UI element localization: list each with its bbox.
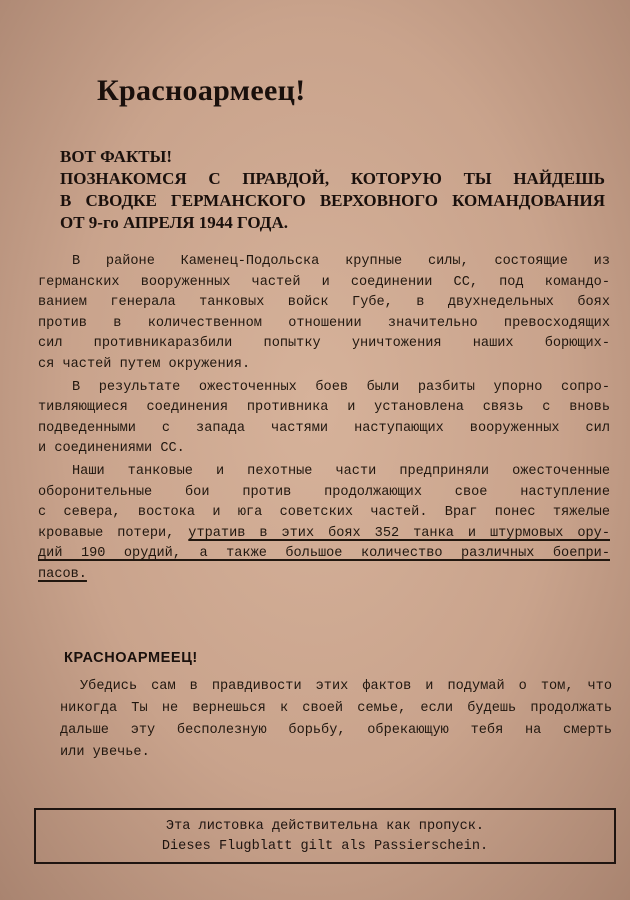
facts-line-2: ПОЗНАКОМСЯ С ПРАВДОЙ, КОТОРУЮ ТЫ НАЙДЕШЬ — [60, 169, 605, 188]
paragraph-line: против в количественном отношении значительно превосходящих — [38, 315, 610, 331]
paragraph-1 — [38, 252, 610, 376]
appeal-line: Убедись сам в правдивости этих фактов и подумай о том, что — [80, 679, 612, 694]
facts-line-1: ВОТ ФАКТЫ! — [60, 147, 172, 166]
appeal-line: или увечье. — [60, 745, 150, 760]
paragraph-line: тивляющиеся соединения противника и установлена связь с вновь — [38, 400, 610, 416]
paragraph-line: оборонительные бои против продолжающих свое наступление — [38, 484, 610, 500]
paragraph-line: В результате ожесточенных боев были разбиты упорно сопро- — [72, 379, 610, 395]
paragraph-line: В районе Каменец-Подольска крупные силы, состоящие из — [72, 254, 610, 269]
underlined-line: дий 190 орудий, а также большое количество различных боепри- — [38, 546, 610, 562]
paragraph-line: ся частей путем окружения. — [38, 356, 251, 372]
paragraph-line: с севера, востока и юга советских частей. Враг понес тяжелые — [38, 505, 610, 521]
paragraph-2 — [38, 378, 610, 460]
paragraph-line: Наши танковые и пехотные части предприняли ожесточенные — [72, 463, 610, 479]
appeal-heading: КРАСНОАРМЕЕЦ! — [64, 650, 198, 666]
paragraph-3 — [38, 462, 610, 586]
paragraph-line: германских вооруженных частей и соединении СС, под командо- — [38, 274, 610, 290]
paragraph-text: кровавые потери, — [38, 525, 189, 541]
pass-box — [34, 808, 616, 864]
underlined-line-last — [38, 565, 610, 586]
facts-line-3: В СВОДКЕ ГЕРМАНСКОГО ВЕРХОВНОГО КОМАНДОВАНИЯ — [60, 191, 605, 210]
report-body — [38, 252, 610, 588]
paragraph-line: ванием генерала танковых войск Губе, в двухнедельных боях — [38, 295, 610, 311]
paragraph-line: сил противникаразбили попытку уничтожения наших борющих- — [38, 336, 610, 352]
leaflet-title: Красноармеец! — [97, 74, 306, 107]
underlined-text: утратив в этих боях 352 танка и штурмовых ору- — [188, 525, 610, 541]
paragraph-line: и соединениями СС. — [38, 441, 185, 457]
underlined-text: пасов. — [38, 566, 87, 582]
appeal-line: никогда Ты не вернешься к своей семье, если будешь продолжать — [60, 701, 612, 716]
appeal-line: дальше эту бесполезную борьбу, обрекающую тебя на смерть — [60, 723, 612, 738]
pass-text-russian: Эта листовка действительна как пропуск. — [165, 819, 485, 834]
facts-heading — [60, 146, 605, 234]
appeal-text — [60, 676, 612, 764]
paragraph-line-mixed — [38, 524, 610, 545]
pass-text-german: Dieses Flugblatt gilt als Passierschein. — [161, 839, 489, 854]
facts-line-4: ОТ 9-го АПРЕЛЯ 1944 ГОДА. — [60, 213, 289, 232]
paragraph-line: подведенными с запада частями наступающих вооруженных сил — [38, 420, 610, 436]
